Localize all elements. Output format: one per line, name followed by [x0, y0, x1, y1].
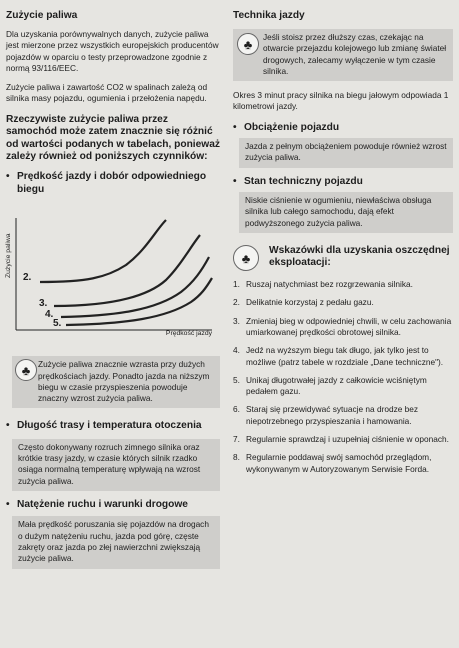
curve-label-3: 3.	[39, 298, 48, 310]
bullet-speed	[6, 171, 220, 196]
chart-xlabel: Prędkość jazdy	[165, 330, 212, 338]
list-item	[233, 404, 453, 427]
section-title-driving-technique: Technika jazdy	[233, 10, 305, 21]
curve-label-5: 5.	[53, 318, 62, 330]
bullet-speed-label: Prędkość jazdy i dobór odpowiedniego biegu	[17, 171, 207, 195]
tree-icon: ♣	[233, 245, 259, 271]
load-text: Jazda z pełnym obciążeniem powoduje również wzrost zużycia paliwa.	[239, 138, 453, 168]
tips-title: Wskazówki dla uzyskania oszczędnej eksploatacji:	[269, 245, 450, 269]
curve-label-4: 4.	[45, 309, 54, 321]
bullet-traffic	[6, 499, 220, 511]
tips-header	[233, 245, 453, 271]
bullet-dot: •	[6, 171, 10, 183]
chart-svg	[6, 210, 220, 350]
list-item	[233, 345, 453, 368]
bullet-dot: •	[6, 499, 10, 510]
idle-paragraph: Okres 3 minut pracy silnika na biegu jałowym odpowiada 1 kilometrowi jazdy.	[233, 90, 449, 112]
list-item-text: Regularnie sprawdzaj i uzupełniaj ciśnienie w oponach.	[246, 434, 449, 445]
bullet-load	[233, 122, 453, 134]
bullet-load-label: Obciążenie pojazdu	[244, 121, 340, 133]
list-item	[233, 279, 453, 290]
list-item	[233, 452, 453, 475]
list-item-text: Regularnie poddawaj swój samochód przeglądom, wykonywanym w Autoryzowanym Serwisie Forda.	[246, 452, 432, 474]
list-item-number: 1.	[233, 279, 240, 290]
section-title-fuel-consumption: Zużycie paliwa	[6, 10, 78, 21]
list-item-text: Delikatnie korzystaj z pedału gazu.	[246, 297, 374, 308]
list-item-number: 2.	[233, 297, 240, 308]
bullet-dot: •	[233, 175, 237, 187]
curve-gear-3	[54, 235, 200, 306]
bullet-condition-label: Stan techniczny pojazdu	[244, 175, 363, 187]
tip-text: Jeśli stoisz przez dłuższy czas, czekając na otwarcie przejazdu kolejowego lub zmianę świateł drogowych, zalecamy wyłączenie w tym czasie silnika.	[263, 32, 447, 76]
bullet-dot: •	[6, 420, 10, 432]
tree-icon: ♣	[15, 359, 37, 381]
curve-gear-4	[61, 257, 209, 317]
distance-text: Często dokonywany rozruch zimnego silnika oraz krótkie trasy jazdy, w czasie których silnik rzadko osiąga normalną temperaturę wpływają na wzrost zużycia paliwa.	[12, 439, 220, 491]
bullet-distance-label: Długość trasy i temperatura otoczenia	[17, 420, 202, 432]
bullet-condition	[233, 176, 453, 188]
list-item-number: 6.	[233, 404, 240, 415]
tip-box	[233, 29, 453, 81]
note-text: Zużycie paliwa znacznie wzrasta przy dużych prędkościach jazdy. Ponadto jazda na niższym biegu w czasie przyspieszenia powoduje znaczny wzrost zużycia paliwa.	[38, 359, 210, 404]
fuel-speed-chart	[6, 210, 220, 350]
bullet-traffic-label: Natężenie ruchu i warunki drogowe	[17, 499, 188, 510]
list-item-number: 3.	[233, 315, 240, 326]
list-item-number: 8.	[233, 452, 240, 463]
list-item-text: Unikaj długotrwałej jazdy z całkowicie wciśniętym pedałem gazu.	[246, 374, 427, 397]
condition-text: Niskie ciśnienie w ogumieniu, niewłaściwa obsługa silnika lub całego samochodu, dają efekt podwyższonego zużycia paliwa.	[239, 192, 453, 233]
chart-ylabel: Zużycie paliwa	[5, 233, 12, 279]
bullet-distance	[6, 420, 220, 432]
paragraph-comparable-data: Dla uzyskania porównywalnych danych, zużycie paliwa jest mierzone przez wszystkich europejskich producentów pojazdów w oparciu o testy przeprowadzone zgodnie z normą 93/116/EEC.	[6, 29, 219, 73]
list-item	[233, 297, 453, 308]
paragraph-co2: Zużycie paliwa i zawartość CO2 w spalinach zależą od silnika masy pojazdu, ogumienia i przełożenia napędu.	[6, 82, 208, 104]
list-item-text: Jedź na wyższym biegu tak długo, jak tylko jest to możliwe (patrz tabele w rozdziale „Dane techniczne").	[246, 345, 444, 367]
bold-intro: Rzeczywiste zużycie paliwa przez samochód może zatem znacznie się różnić od wartości podanych w tabelach, ponieważ zależy również od poniższych czynników:	[6, 113, 220, 162]
list-item	[233, 375, 453, 398]
traffic-text: Mała prędkość poruszania się pojazdów na drogach o dużym natężeniu ruchu, jazda pod górę, częste zakręty oraz jazda po złej nawierzchni zwiększają zużycie paliwa.	[12, 516, 220, 568]
list-item-text: Ruszaj natychmiast bez rozgrzewania silnika.	[246, 279, 413, 290]
tips-list	[233, 279, 453, 475]
list-item	[233, 316, 453, 339]
list-item-text: Staraj się przewidywać sytuacje na drodze bez niepotrzebnego przyspieszania i hamowania.	[246, 404, 419, 426]
list-item-text: Zmieniaj bieg w odpowiedniej chwili, w celu zachowania umiarkowanej prędkości obrotowej silnika.	[246, 315, 452, 337]
list-item-number: 5.	[233, 374, 240, 385]
list-item-number: 7.	[233, 434, 240, 445]
note-box	[12, 356, 220, 408]
list-item	[233, 434, 453, 445]
curve-label-2: 2.	[23, 272, 32, 284]
list-item-number: 4.	[233, 345, 240, 356]
curve-gear-2	[40, 220, 166, 282]
bullet-dot: •	[233, 121, 237, 133]
right-column	[233, 0, 453, 482]
tree-icon: ♣	[237, 33, 259, 55]
left-column	[6, 0, 220, 569]
